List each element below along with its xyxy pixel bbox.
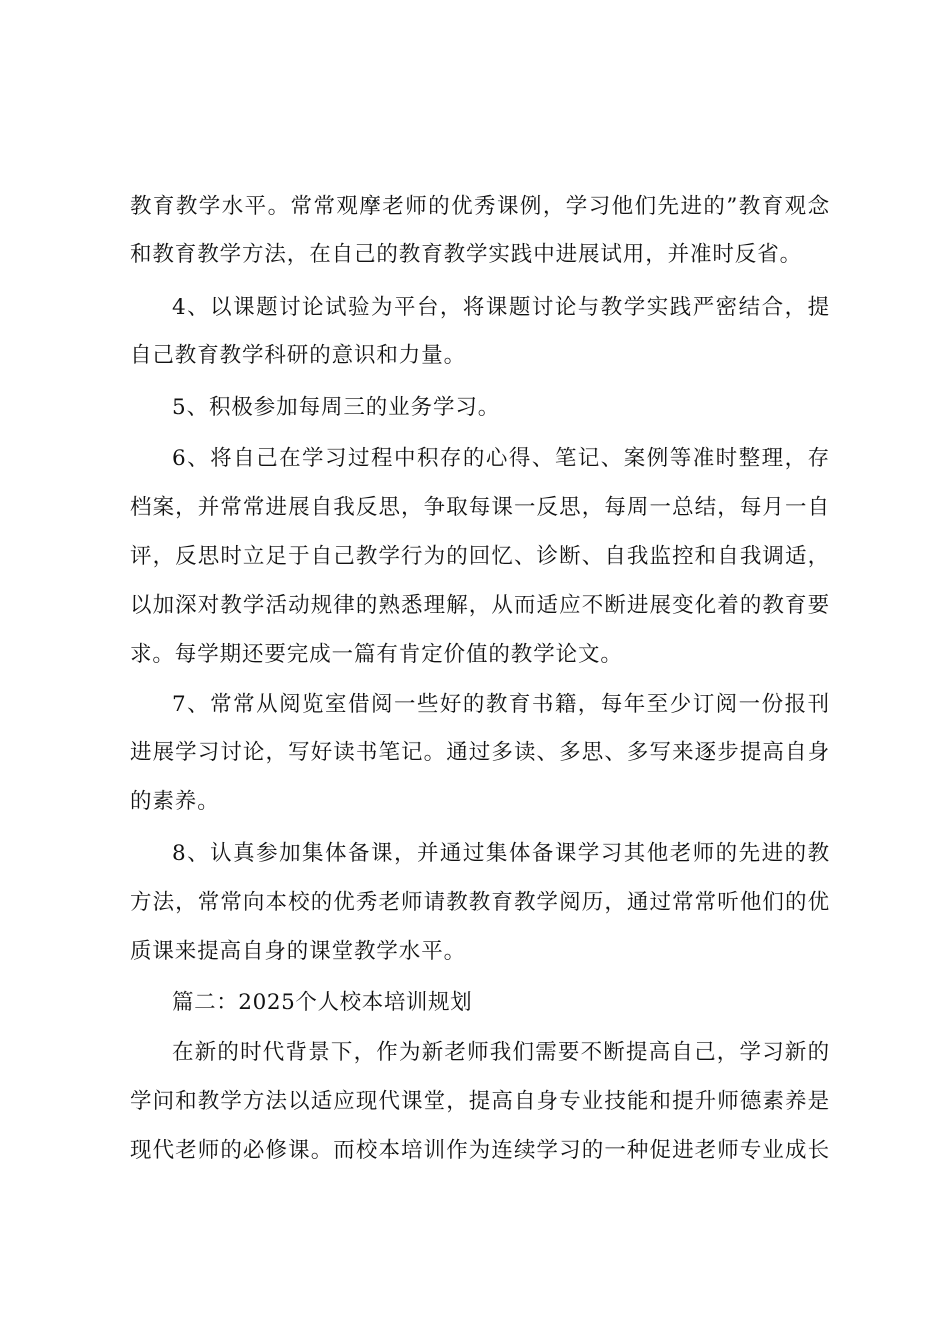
paragraph-line: 的素养。 xyxy=(130,789,220,814)
paragraph-line: 进展学习讨论，写好读书笔记。通过多读、多思、多写来逐步提高自身 xyxy=(130,740,830,765)
paragraph-line: 求。每学期还要完成一篇有肯定价值的教学论文。 xyxy=(130,642,623,667)
paragraph-line: 和教育教学方法，在自己的教育教学实践中进展试用，并准时反省。 xyxy=(130,242,803,267)
paragraph-line: 现代老师的必修课。而校本培训作为连续学习的一种促进老师专业成长 xyxy=(130,1138,830,1163)
paragraph-line: 方法，常常向本校的优秀老师请教教育教学阅历，通过常常听他们的优 xyxy=(130,890,830,915)
paragraph-line: 以加深对教学活动规律的熟悉理解，从而适应不断进展变化着的教育要 xyxy=(130,593,830,618)
paragraph-line: 学问和教学方法以适应现代课堂，提高自身专业技能和提升师德素养是 xyxy=(130,1089,830,1114)
paragraph-line: 8、认真参加集体备课，并通过集体备课学习其他老师的先进的教 xyxy=(172,841,830,866)
paragraph-line: 7、常常从阅览室借阅一些好的教育书籍，每年至少订阅一份报刊 xyxy=(172,692,830,717)
paragraph-line: 6、将自己在学习过程中积存的心得、笔记、案例等准时整理，存 xyxy=(172,446,830,471)
paragraph-line: 4、以课题讨论试验为平台，将课题讨论与教学实践严密结合，提 xyxy=(172,295,830,320)
paragraph-line: 评，反思时立足于自己教学行为的回忆、诊断、自我监控和自我调适， xyxy=(130,544,830,569)
paragraph-line: 5、积极参加每周三的业务学习。 xyxy=(172,395,501,420)
paragraph-line: 质课来提高自身的课堂教学水平。 xyxy=(130,939,467,964)
section-heading: 篇二：2025个人校本培训规划 xyxy=(172,990,473,1015)
paragraph-line: 在新的时代背景下，作为新老师我们需要不断提高自己，学习新的 xyxy=(172,1040,830,1065)
paragraph-line: 档案，并常常进展自我反思，争取每课一反思，每周一总结，每月一自 xyxy=(130,495,830,520)
paragraph-line: 自己教育教学科研的意识和力量。 xyxy=(130,343,467,368)
paragraph-line: 教育教学水平。常常观摩老师的优秀课例，学习他们先进的”教育观念 xyxy=(130,194,830,219)
